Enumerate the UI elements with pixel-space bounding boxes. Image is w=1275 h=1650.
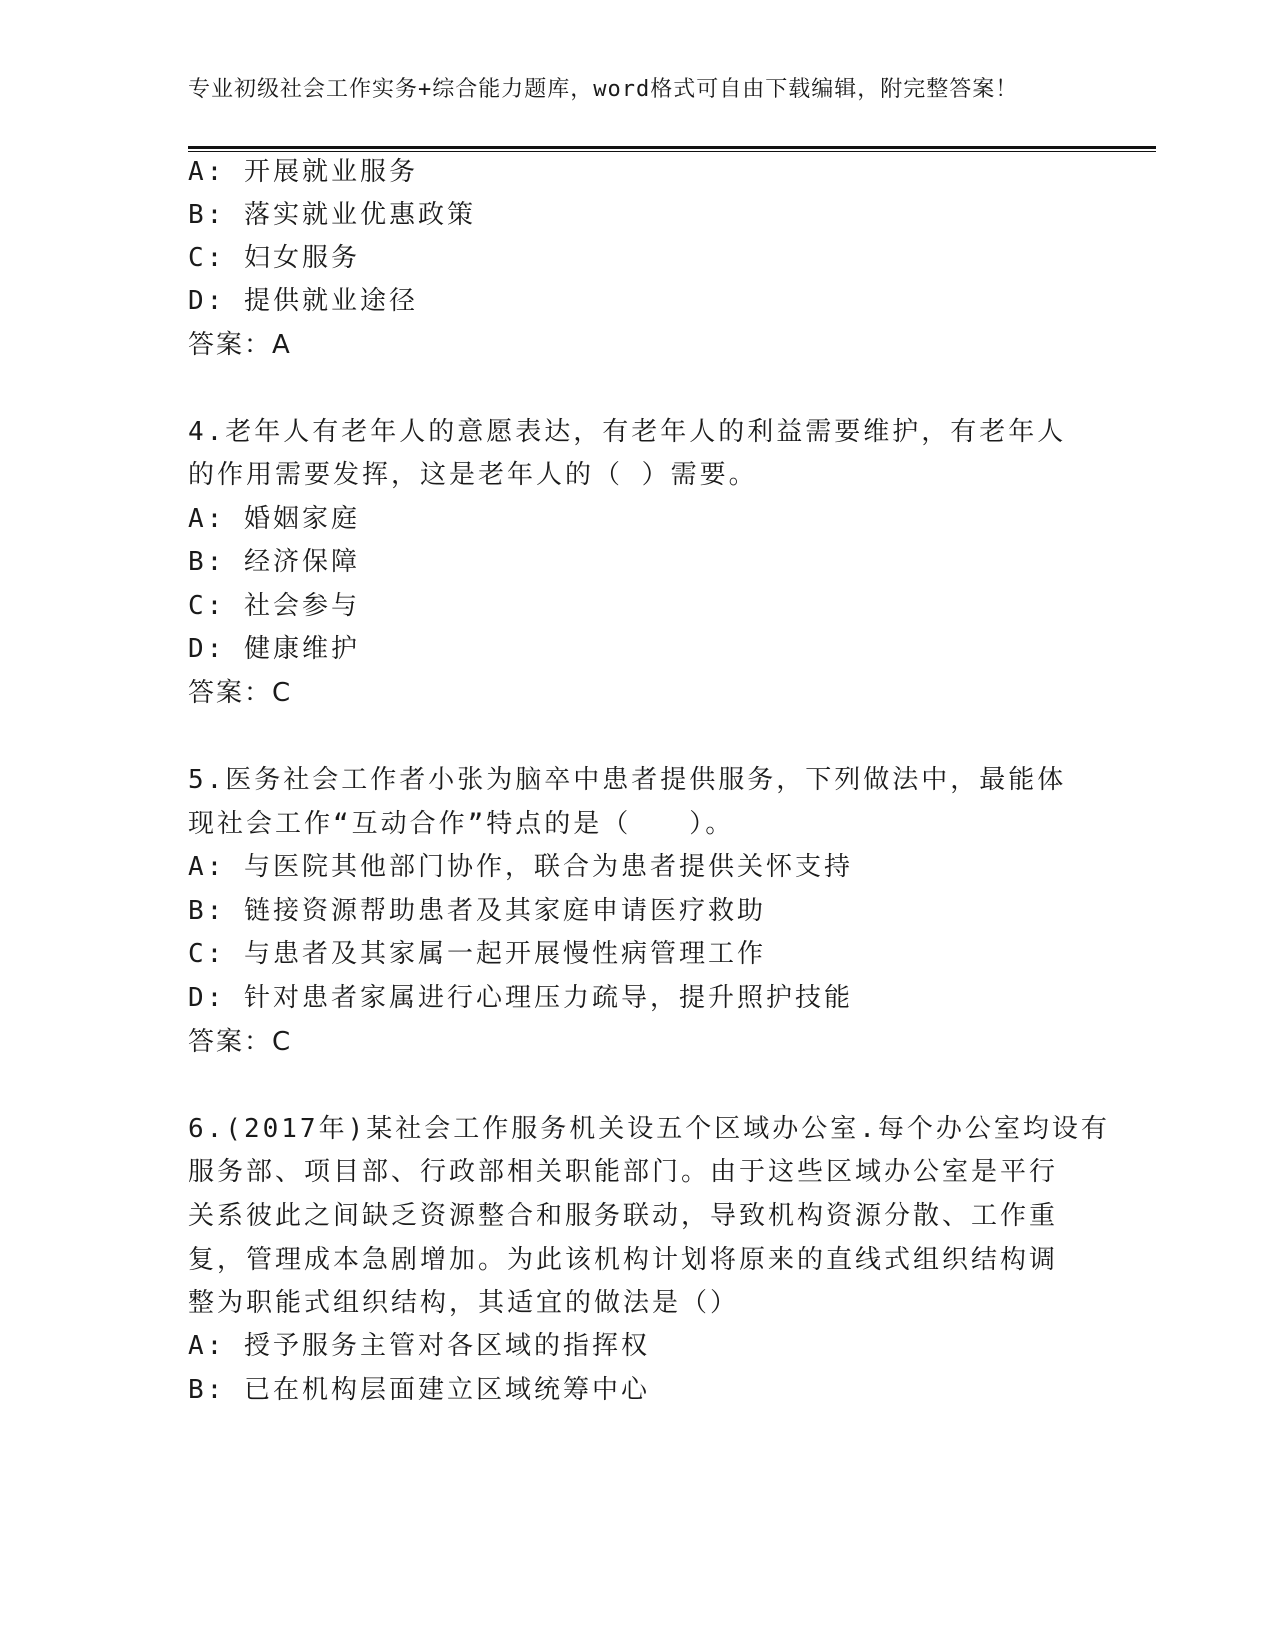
q4-option-a: A: 婚姻家庭 [188, 504, 360, 534]
q5-option-d: D: 针对患者家属进行心理压力疏导，提升照护技能 [188, 983, 853, 1013]
q6-stem-line-1: 6.(2017年)某社会工作服务机关设五个区域办公室.每个办公室均设有 [188, 1114, 1110, 1144]
q5-stem-line-1: 5.医务社会工作者小张为脑卒中患者提供服务，下列做法中，最能体 [188, 765, 1067, 795]
q6-stem-line-4: 复，管理成本急剧增加。为此该机构计划将原来的直线式组织结构调 [188, 1245, 1059, 1275]
q4-stem-line-2: 的作用需要发挥，这是老年人的（ ）需要。 [188, 460, 758, 490]
q4-option-c: C: 社会参与 [188, 591, 360, 621]
q3-option-b: B: 落实就业优惠政策 [188, 200, 476, 230]
q3-option-a: A: 开展就业服务 [188, 157, 418, 187]
q5-option-b: B: 链接资源帮助患者及其家庭申请医疗救助 [188, 896, 766, 926]
q3-option-c: C: 妇女服务 [188, 243, 360, 273]
q6-option-b: B: 已在机构层面建立区域统筹中心 [188, 1375, 650, 1405]
q6-stem-line-5: 整为职能式组织结构，其适宜的做法是（） [188, 1288, 740, 1318]
q5-option-c: C: 与患者及其家属一起开展慢性病管理工作 [188, 939, 766, 969]
header-divider-thick [188, 146, 1156, 149]
q5-option-a: A: 与医院其他部门协作，联合为患者提供关怀支持 [188, 852, 853, 882]
q4-answer: 答案：C [188, 678, 293, 708]
q5-answer: 答案：C [188, 1027, 293, 1057]
page-header-title: 专业初级社会工作实务+综合能力题库，word格式可自由下载编辑，附完整答案！ [188, 77, 1019, 102]
q3-answer: 答案：A [188, 330, 292, 360]
q3-option-d: D: 提供就业途径 [188, 286, 418, 316]
q4-option-b: B: 经济保障 [188, 547, 360, 577]
q6-option-a: A: 授予服务主管对各区域的指挥权 [188, 1331, 650, 1361]
q6-stem-line-2: 服务部、项目部、行政部相关职能部门。由于这些区域办公室是平行 [188, 1157, 1059, 1187]
q4-stem-line-1: 4.老年人有老年人的意愿表达，有老年人的利益需要维护，有老年人 [188, 417, 1067, 447]
q6-stem-line-3: 关系彼此之间缺乏资源整合和服务联动，导致机构资源分散、工作重 [188, 1201, 1059, 1231]
q5-stem-line-2: 现社会工作“互动合作”特点的是（ ）。 [188, 809, 735, 839]
q4-option-d: D: 健康维护 [188, 634, 360, 664]
